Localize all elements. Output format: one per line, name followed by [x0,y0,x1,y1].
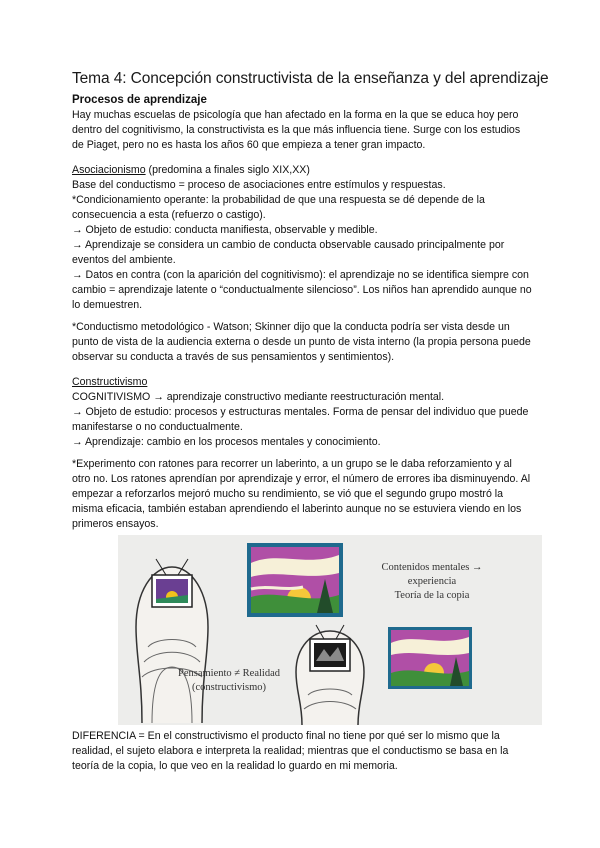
landscape-picture [247,543,343,617]
caption-top-line2: Teoría de la copia [394,590,470,601]
conductismo-note: *Conductismo metodológico - Watson; Skinner dijo que la conducta podría ser vista desde un punto de vista de la audiencia externa o desde un punto de vista interno (la propia persona puede observar su conducta a través de sus pensamientos y sentimientos). [72,321,531,363]
asociacionismo-heading: Asociacionismo [72,164,146,176]
asociacionismo-line: *Condicionamiento operante: la probabilidad de que una respuesta se dé depende de la consecuencia a esta (refuerzo o castigo). [72,194,485,221]
asociacionismo-line: → Aprendizaje se considera un cambio de conducta observable causado principalmente por eventos del ambiente. [72,239,505,266]
caption-top-line1: Contenidos mentales → experiencia [381,562,483,587]
caption-bottom-line2: (constructivismo) [191,682,267,693]
diferencia-paragraph: DIFERENCIA = En el constructivismo el producto final no tiene por qué ser lo mismo que la realidad, el sujeto elabora e interpreta la realidad; mientras que el conductismo se basa en la teoría de la copia, lo que veo en la realidad lo guardo en mi memoria. [72,730,509,772]
caption-bottom-line1: Pensamiento ≠ Realidad [178,668,280,679]
constructivismo-heading: Constructivismo [72,376,148,388]
document-page [72,70,549,774]
asociacionismo-line: Base del conductismo = proceso de asociaciones entre estímulos y respuestas. [72,179,446,191]
document-title: Tema 4: Concepción constructivista de la enseñanza y del aprendizaje [72,70,549,87]
asociacionismo-line: → Objeto de estudio: conducta manifiesta, observable y medible. [72,224,378,236]
head-dark-tv-icon [294,617,366,725]
caption-top [357,561,507,603]
constructivismo-line: → Aprendizaje: cambio en los procesos mentales y conocimiento. [72,436,381,448]
illustration-figure [72,535,532,725]
head-tv-icon [132,537,212,723]
constructivismo-line: COGNITIVISMO → aprendizaje constructivo mediante reestructuración mental. [72,391,445,403]
landscape-picture-small [388,627,472,689]
intro-paragraph: Hay muchas escuelas de psicología que han afectado en la forma en la que se educa hoy pero dentro del cognitivismo, la constructivista es la que más influencia tiene. Surge con los estudios de Piaget, pero no es hasta los años 60 que empieza a tener gran impacto. [72,109,521,151]
caption-bottom [164,667,294,695]
section-subtitle: Procesos de aprendizaje [72,94,207,106]
experiment-paragraph: *Experimento con ratones para recorrer un laberinto, a un grupo se le daba reforzamiento y al otro no. Los ratones aprendían por aprendizaje y error, el número de errores iba disminuyendo. Al empezar a reforzarlos mejoró mucho su rendimiento, se vió que el segundo grupo mostró la misma eficacia, también estaban aprendiendo el laberinto aunque no se estuviera viendo en los primeros ensayos. [72,458,531,530]
asociacionismo-line: → Datos en contra (con la aparición del cognitivismo): el aprendizaje no se identifica siempre con cambio = aprendizaje latente o “conductualmente silencioso”. Los niños han aprendido aunque no lo demuestren. [72,269,532,311]
constructivismo-line: → Objeto de estudio: procesos y estructuras mentales. Forma de pensar del individuo que puede manifestarse o no conductualmente. [72,406,529,433]
asociacionismo-heading-note: (predomina a finales siglo XIX,XX) [145,164,310,176]
asociacionismo-heading-line [72,163,532,178]
